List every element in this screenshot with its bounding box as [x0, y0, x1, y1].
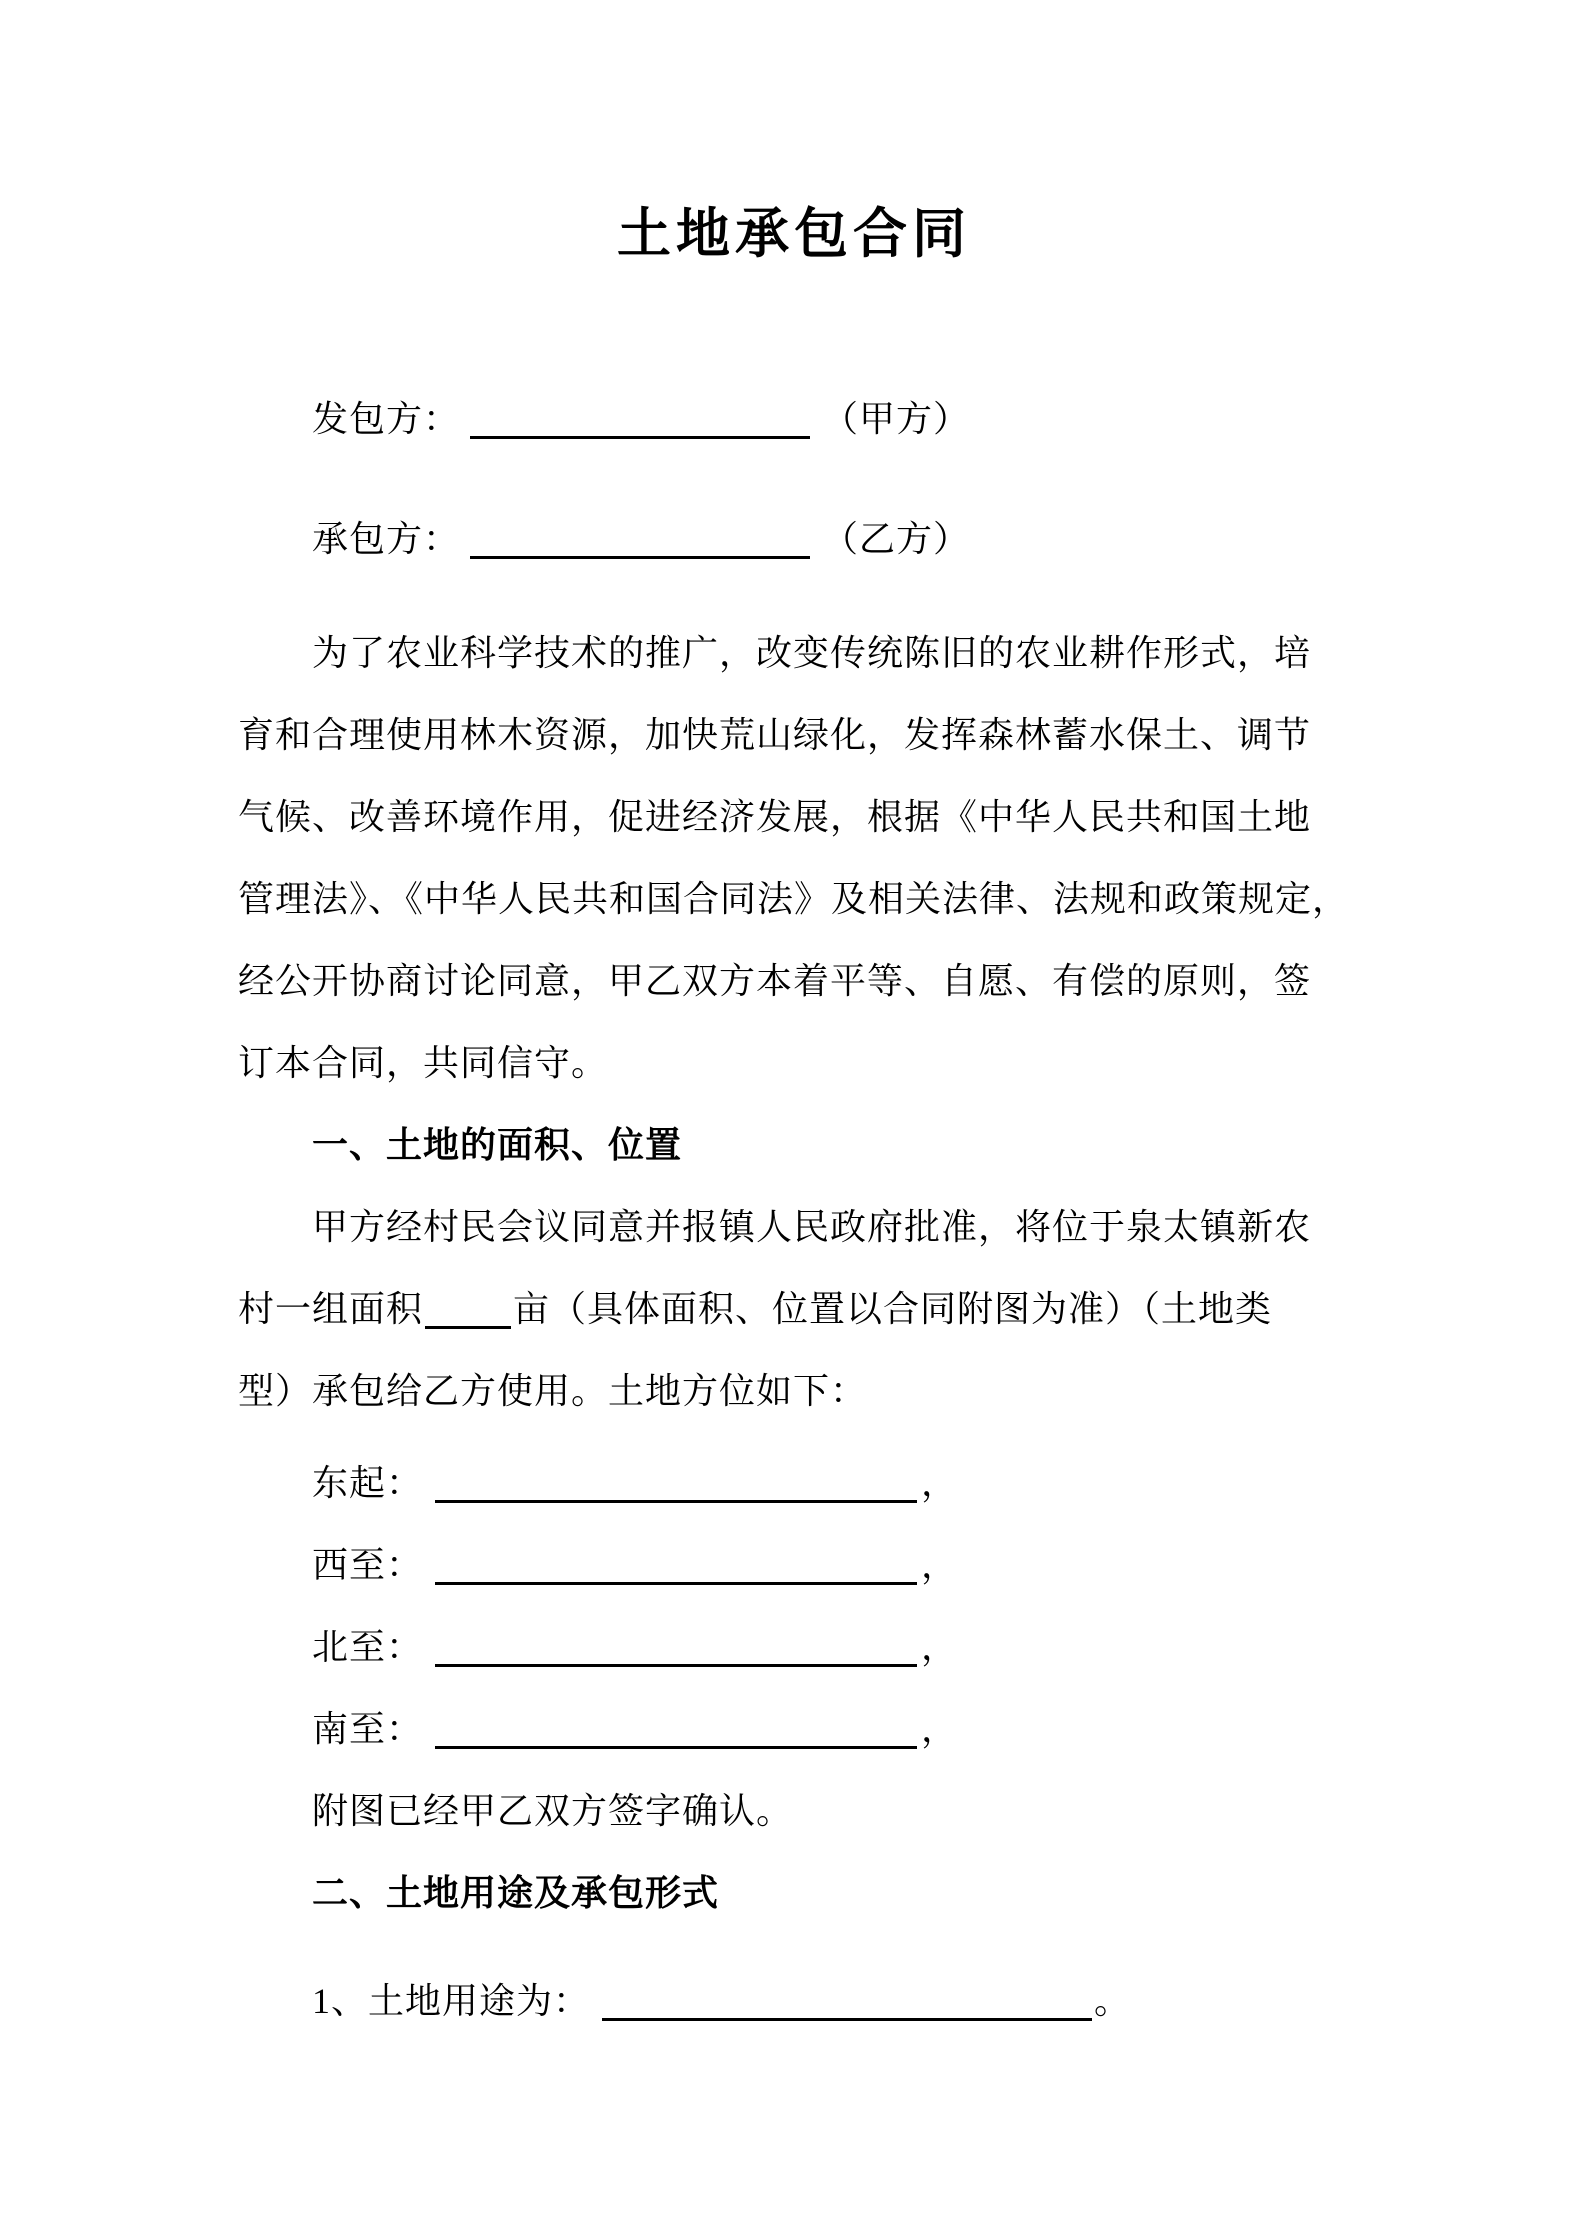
direction-south-blank-field[interactable] — [435, 1710, 917, 1749]
party-a-blank-field[interactable] — [470, 400, 810, 439]
land-use-label: 1、土地用途为： — [312, 1981, 591, 2021]
direction-south-label: 南至： — [312, 1709, 424, 1749]
preamble-line: 气候、改善环境作用，促进经济发展，根据《中华人民共和国土地 — [238, 797, 1312, 837]
section2-heading: 二、土地用途及承包形式 — [312, 1873, 720, 1913]
direction-comma: ， — [921, 1627, 959, 1667]
preamble-paragraph — [238, 612, 1350, 1104]
preamble-line: 育和合理使用林木资源，加快荒山绿化，发挥森林蓄水保土、调节 — [238, 715, 1312, 755]
section1-para-line: 型）承包给乙方使用。土地方位如下： — [238, 1371, 868, 1411]
land-use-item-line — [238, 1960, 1350, 2042]
direction-north-label: 北至： — [312, 1627, 424, 1667]
section1-paragraph — [238, 1186, 1350, 1432]
direction-line-north — [238, 1606, 1350, 1688]
section1-para-line: 甲方经村民会议同意并报镇人民政府批准，将位于泉太镇新农 — [312, 1207, 1312, 1247]
direction-north-blank-field[interactable] — [435, 1628, 917, 1667]
document-title: 土地承包合同 — [617, 204, 971, 264]
direction-west-label: 西至： — [312, 1545, 424, 1585]
land-use-period: 。 — [1094, 1981, 1132, 2021]
direction-list — [238, 1442, 1350, 1770]
area-line-post: 亩（具体面积、位置以合同附图为准）（土地类 — [513, 1289, 1273, 1329]
preamble-line: 管理法》、《中华人民共和国合同法》及相关法律、法规和政策规定， — [238, 879, 1350, 919]
section1-heading: 一、土地的面积、位置 — [312, 1125, 683, 1165]
area-line-pre: 村一组面积 — [238, 1289, 424, 1329]
party-line-a — [238, 378, 1350, 460]
direction-line-south — [238, 1688, 1350, 1770]
party-a-label: 发包方： — [312, 399, 461, 439]
preamble-line: 为了农业科学技术的推广，改变传统陈旧的农业耕作形式，培 — [312, 633, 1312, 673]
party-block — [238, 378, 1350, 580]
area-blank-field[interactable] — [425, 1290, 511, 1329]
party-b-blank-field[interactable] — [470, 520, 810, 559]
direction-line-west — [238, 1524, 1350, 1606]
party-b-suffix: （乙方） — [822, 519, 971, 559]
direction-west-blank-field[interactable] — [435, 1546, 917, 1585]
direction-comma: ， — [921, 1709, 959, 1749]
direction-comma: ， — [921, 1463, 959, 1503]
party-a-suffix: （甲方） — [822, 399, 971, 439]
party-b-label: 承包方： — [312, 519, 461, 559]
party-line-b — [238, 498, 1350, 580]
direction-comma: ， — [921, 1545, 959, 1585]
section1-para-line — [238, 1268, 1350, 1350]
attachment-confirm-line: 附图已经甲乙双方签字确认。 — [312, 1791, 794, 1831]
direction-line-east — [238, 1442, 1350, 1524]
land-use-blank-field[interactable] — [602, 1982, 1092, 2021]
preamble-line: 订本合同，共同信守。 — [238, 1043, 609, 1083]
preamble-line: 经公开协商讨论同意，甲乙双方本着平等、自愿、有偿的原则，签 — [238, 961, 1312, 1001]
direction-east-blank-field[interactable] — [435, 1464, 917, 1503]
direction-east-label: 东起： — [312, 1463, 424, 1503]
